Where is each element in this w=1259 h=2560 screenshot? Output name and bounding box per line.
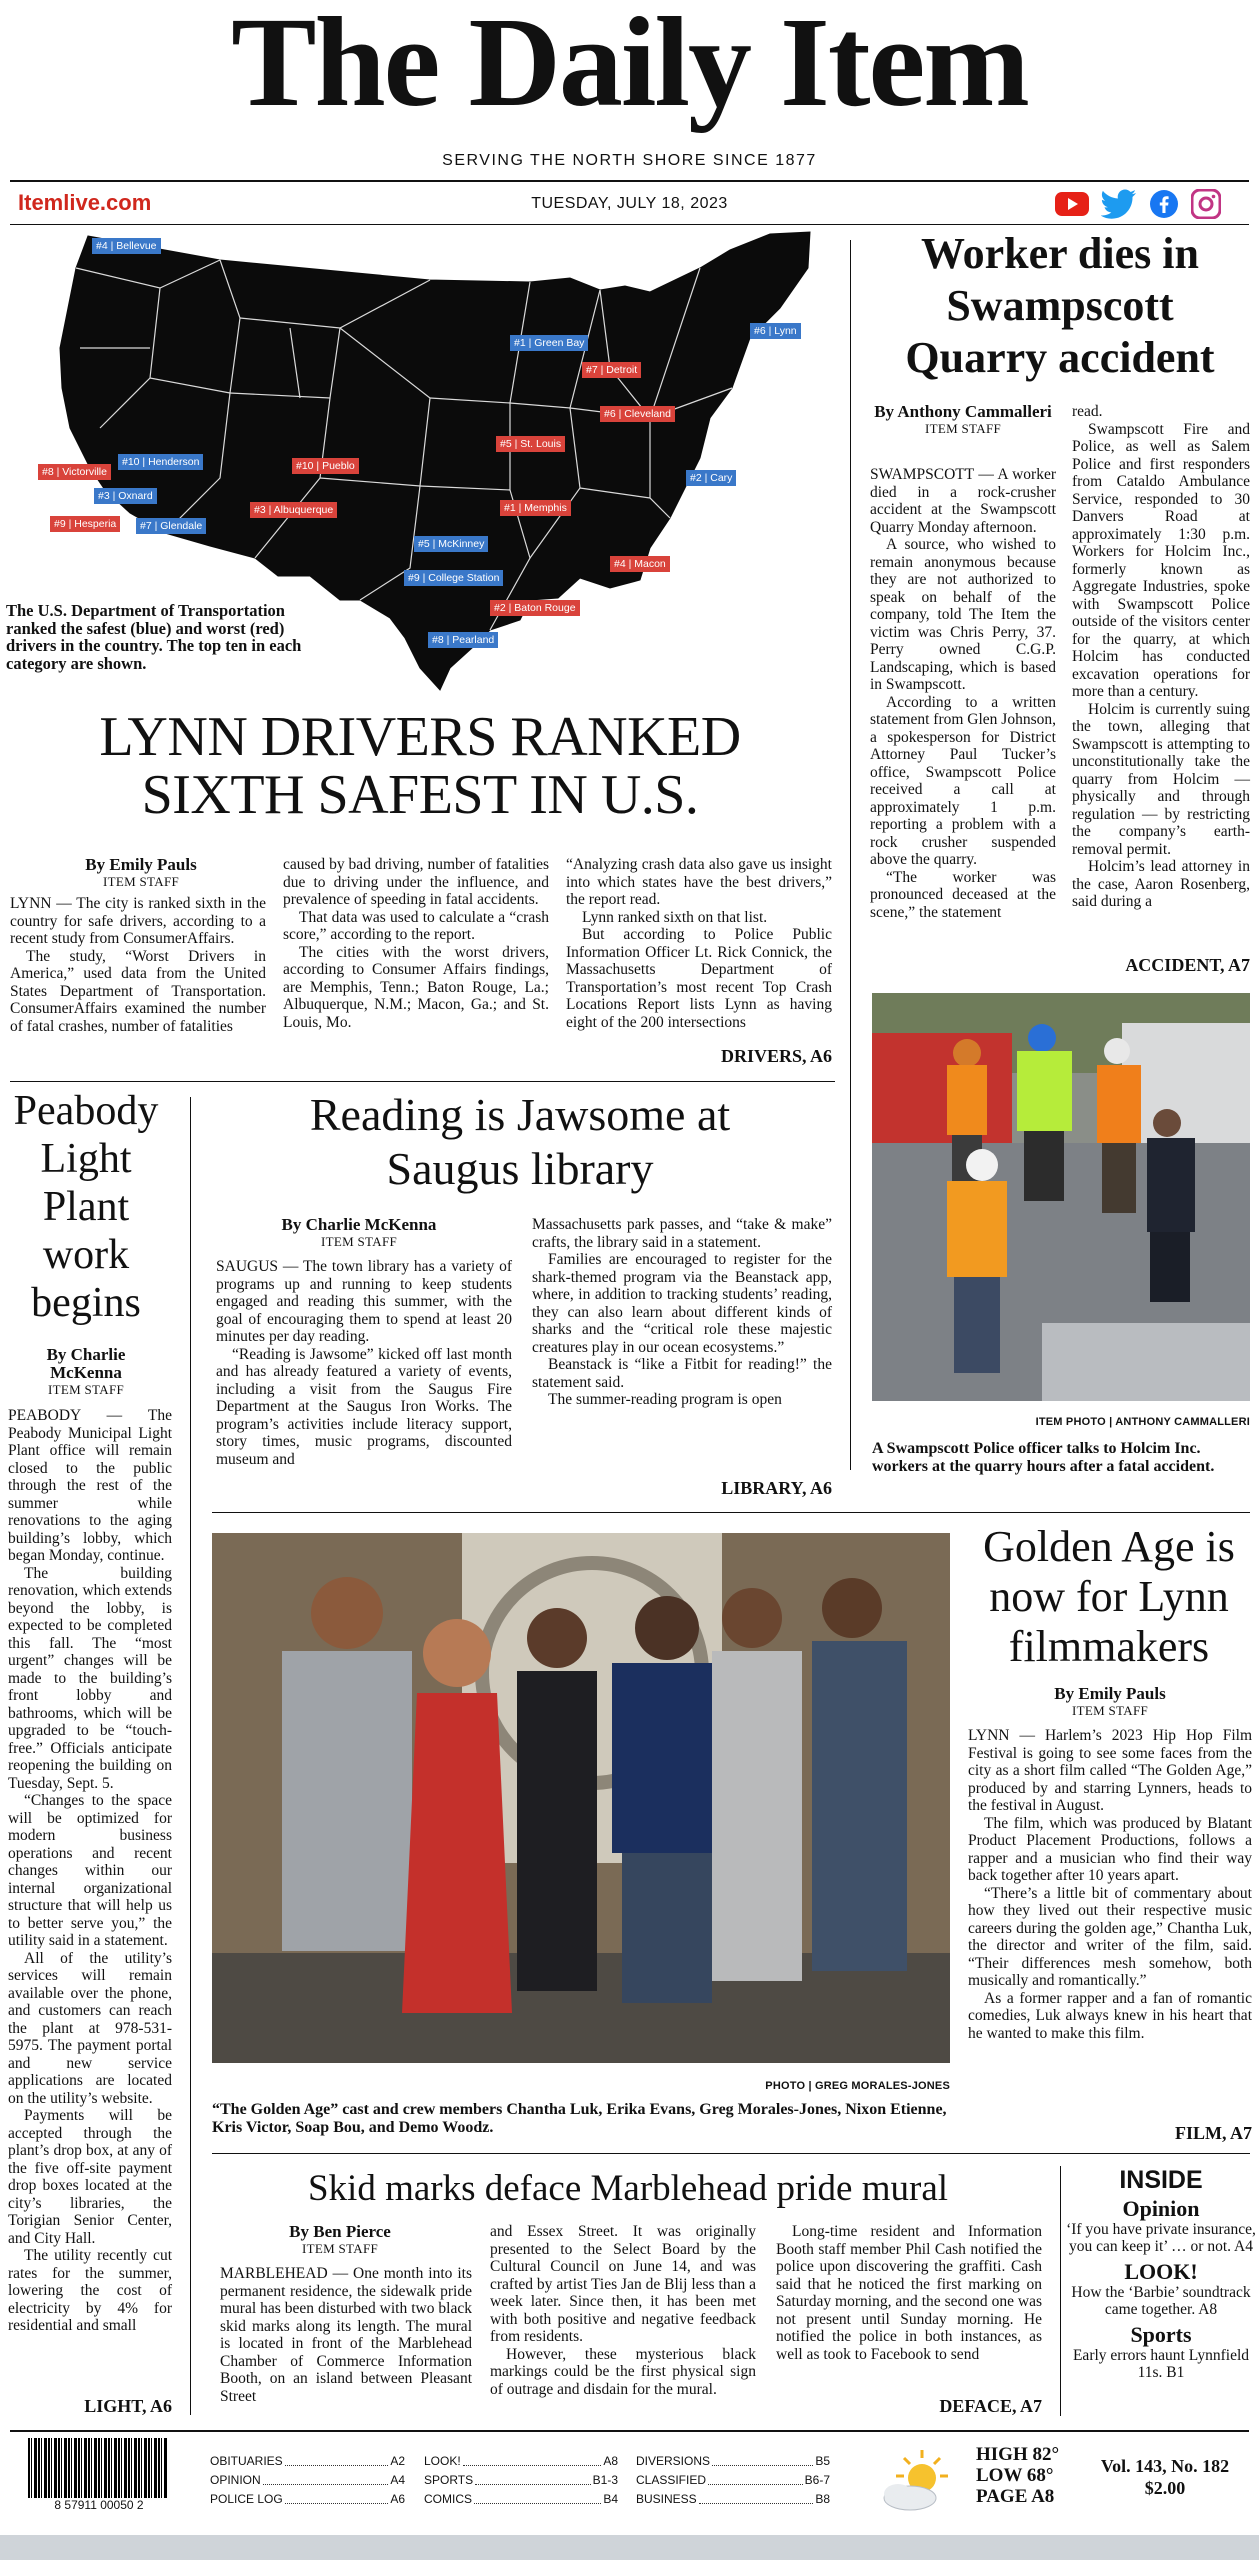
weather-page[interactable]: PAGE A8 — [976, 2486, 1055, 2507]
lynn-col2-p3: The cities with the worst drivers, according to Consumer Affairs findings, are Memphis, Tenn.; Baton Rouge, La.; Albuquerque, N.M.; Macon, Ga.; and St. Louis, Mo. — [283, 943, 549, 1031]
peabody-p6: The utility recently cut rates for the summer, lowering the cost of electricity by 4% for residential and small — [8, 2247, 172, 2334]
map-pin-st-louis: #5 | St. Louis — [496, 436, 565, 452]
index-row[interactable] — [636, 2490, 830, 2509]
golden-jump[interactable]: FILM, A7 — [1174, 2123, 1252, 2143]
bottom-strip — [0, 2535, 1259, 2560]
footer-index-col1 — [210, 2452, 405, 2509]
map-pin-henderson: #10 | Henderson — [118, 454, 203, 470]
marblehead-col3 — [776, 2223, 1042, 2363]
swampscott-col2-p1: read. — [1072, 403, 1103, 420]
map-pin-mckinney: #5 | McKinney — [414, 536, 488, 552]
map-pin-victorville: #8 | Victorville — [38, 464, 111, 480]
peabody-byline-block — [10, 1346, 162, 1397]
sun-cloud-icon — [876, 2448, 956, 2514]
index-row[interactable] — [210, 2490, 405, 2509]
map-pin-cary: #2 | Cary — [686, 470, 736, 486]
index-label: OBITUARIES — [210, 2454, 283, 2468]
peabody-p1: PEABODY — The Peabody Municipal Light Plant office will remain closed to the public through the rest of the summer while renovations to the aging building’s lobby, which began Monday, continue. — [8, 1407, 172, 1564]
masthead-rule — [10, 180, 1249, 182]
reading-col1 — [216, 1258, 512, 1468]
golden-body — [968, 1727, 1252, 2042]
social-icons — [1055, 187, 1245, 221]
swampscott-photo-credit: ITEM PHOTO | ANTHONY CAMMALLERI — [1035, 1416, 1250, 1428]
lynn-col3 — [566, 856, 832, 1031]
lynn-byline-block — [16, 856, 266, 889]
reading-col2-p3: Beanstack is “like a Fitbit for reading!” the statement said. — [532, 1356, 832, 1391]
map-pin-bellevue: #4 | Bellevue — [92, 238, 161, 254]
golden-p1: LYNN — Harlem’s 2023 Hip Hop Film Festival is going to see some faces from the city as a short film called “The Golden Age,” produced by and starring Lynners, heads to the festival in August. — [968, 1727, 1252, 1814]
map-pin-albuquerque: #3 | Albuquerque — [250, 502, 337, 518]
index-label: POLICE LOG — [210, 2492, 283, 2506]
peabody-staff: ITEM STAFF — [48, 1382, 124, 1397]
reading-col1-p2: “Reading is Jawsome” kicked off last month and has already featured a variety of events, including a visit from the Saugus Fire Department at the Saugus Iron Works. The program’s activities include literacy support, story times, music programs, discounted museum and — [216, 1345, 512, 1468]
weather-box — [876, 2444, 1076, 2520]
index-label: COMICS — [424, 2492, 472, 2506]
masthead-tagline: SERVING THE NORTH SHORE SINCE 1877 — [442, 152, 817, 169]
map-pin-green-bay: #1 | Green Bay — [510, 335, 588, 351]
inside-item-sports[interactable] — [1066, 2322, 1256, 2381]
volume-number: Vol. 143, No. 182 — [1100, 2456, 1230, 2476]
golden-byline: By Emily Pauls — [1054, 1684, 1166, 1703]
lynn-col3-p2: Lynn ranked sixth on that list. — [582, 908, 768, 926]
swampscott-col1 — [870, 466, 1056, 921]
swampscott-col2-p3: Holcim is currently suing the town, alleging that Swampscott is attempting to unconstitutionally take the quarry from Holcim — physically and through regulation — by restricting the company’s earth-removal permit. — [1072, 700, 1250, 858]
peabody-body — [8, 1407, 172, 2335]
lynn-staff: ITEM STAFF — [103, 874, 179, 889]
golden-staff: ITEM STAFF — [1072, 1703, 1148, 1718]
peabody-p3: “Changes to the space will be optimized for modern business operations and recent changes within our internal organizational structure that will help us to better serve you,” the utility said in a statement. — [8, 1792, 172, 1949]
footer-index-col2 — [424, 2452, 618, 2509]
reading-col2-p2: Families are encouraged to register for the shark-themed program via the Beanstack app, where, in addition to tracking students’ reading, they can also learn about different kinds of sharks and the “critical role these majestic creatures play in our ocean ecosystems.” — [532, 1251, 832, 1356]
index-label: DIVERSIONS — [636, 2454, 711, 2468]
marblehead-col3-p1: Long-time resident and Information Booth staff member Phil Cash notified the police upon discovering the graffiti. Cash said that he noticed the first marking on Saturday morning, and the second one was not present until Sunday morning. He notified the police in both instances, as well as took to Facebook to send — [776, 2223, 1042, 2363]
inside-title: INSIDE — [1119, 2166, 1203, 2194]
swampscott-col2-p4: Holcim’s lead attorney in the case, Aaron Rosenberg, said during a — [1072, 858, 1250, 910]
reading-jump[interactable]: LIBRARY, A6 — [721, 1478, 832, 1498]
inside-rule — [1060, 2166, 1061, 2416]
reading-headline: Reading is Jawsome at Saugus library — [309, 1089, 731, 1194]
reading-col2-p4: The summer-reading program is open — [548, 1391, 782, 1408]
lynn-byline: By Emily Pauls — [85, 855, 197, 874]
marblehead-col2-p2: However, these mysterious black markings could be the first physical sign of outrage and disdain for the mural. — [490, 2345, 756, 2398]
column-rule-top — [850, 240, 851, 1470]
peabody-jump[interactable]: LIGHT, A6 — [84, 2396, 172, 2416]
inside-sports-text: Early errors haunt Lynnfield 11s. B1 — [1072, 2347, 1250, 2381]
lynn-bottom-rule — [10, 1081, 835, 1082]
index-label: OPINION — [210, 2473, 261, 2487]
index-page: B5 — [815, 2454, 830, 2468]
facebook-icon[interactable] — [1149, 189, 1179, 219]
golden-photo — [212, 1533, 950, 2063]
lynn-col3-p1: “Analyzing crash data also gave us insight into which states have the best drivers,” the report read. — [566, 856, 832, 908]
map-pin-baton-rouge: #2 | Baton Rouge — [490, 600, 580, 616]
weather-low: LOW 68° — [976, 2465, 1054, 2486]
inside-look-head: LOOK! — [1124, 2259, 1198, 2284]
inside-item-opinion[interactable] — [1066, 2196, 1256, 2255]
lynn-headline: LYNN DRIVERS RANKED SIXTH SAFEST IN U.S. — [99, 706, 741, 826]
map-pin-memphis: #1 | Memphis — [500, 500, 571, 516]
lynn-col1-p2: The study, “Worst Drivers in America,” used data from the United States Department of Transportation. ConsumerAffairs examined the number of fatal crashes, number of fatalities — [10, 947, 266, 1035]
index-row[interactable] — [636, 2471, 830, 2490]
golden-photo-caption: “The Golden Age” cast and crew members Chantha Luk, Erika Evans, Greg Morales-Jones, Nixon Etienne, Kris Victor, Soap Bou, and Demo Woodz. — [212, 2101, 947, 2136]
marblehead-jump[interactable]: DEFACE, A7 — [939, 2396, 1042, 2416]
weather-high: HIGH 82° — [976, 2444, 1060, 2465]
peabody-p5: Payments will be accepted through the plant’s drop box, at any of the five off-site payment drop boxes located at the city’s libraries, the Torigian Senior Center, and City Hall. — [8, 2107, 172, 2247]
lynn-col2-p1: caused by bad driving, number of fatalities due to driving under the influence, and prevalence of speeding in fatal accidents. — [283, 856, 549, 908]
golden-p4: As a former rapper and a fan of romantic comedies, Luk always knew in his heart that he wanted to make this film. — [968, 1989, 1252, 2042]
twitter-icon[interactable] — [1101, 189, 1137, 219]
marblehead-staff: ITEM STAFF — [302, 2241, 378, 2256]
index-label: BUSINESS — [636, 2492, 697, 2506]
inside-opinion-head: Opinion — [1122, 2196, 1200, 2221]
marblehead-byline-block — [220, 2223, 460, 2256]
golden-photo-credit: PHOTO | GREG MORALES-JONES — [765, 2080, 950, 2092]
index-row[interactable] — [636, 2452, 830, 2471]
index-page: B1-3 — [592, 2473, 618, 2487]
lynn-col1-p1: LYNN — The city is ranked sixth in the country for safe drivers, according to a recent study from ConsumerAffairs. — [10, 895, 266, 947]
site-link-text[interactable]: Itemlive.com — [18, 190, 152, 215]
golden-p3: “There’s a little bit of commentary about how they lived out their respective music careers during the golden age,” Chantha Luk, the director and writer of the film, said. “Their differences mesh somehow, both musically and romantically.” — [968, 1884, 1252, 1989]
index-label: CLASSIFIED — [636, 2473, 707, 2487]
inside-box — [1066, 2164, 1256, 2381]
issue-info — [1080, 2456, 1250, 2500]
price: $2.00 — [1144, 2478, 1186, 2498]
swampscott-byline: By Anthony Cammalleri — [874, 402, 1052, 421]
barcode-number: 8 57911 00050 2 — [54, 2498, 144, 2512]
marblehead-col2 — [490, 2223, 756, 2398]
youtube-icon[interactable] — [1055, 191, 1089, 217]
us-map — [6, 228, 830, 698]
inside-opinion-text: ‘If you have private insurance, you can keep it’ … or not. A4 — [1066, 2221, 1256, 2255]
swampscott-photo-scene — [872, 993, 1250, 1401]
swampscott-col1-p1: SWAMPSCOTT — A worker died in a rock-crusher accident at the Swampscott Quarry Monday afternoon. — [870, 466, 1056, 536]
swampscott-photo — [872, 993, 1250, 1401]
golden-byline-block — [968, 1685, 1252, 1718]
marblehead-col1-p1: MARBLEHEAD — One month into its permanent residence, the sidewalk pride mural has been disturbed with two black skid marks along its length. The mural is located in front of the Marblehead Chamber of Commerce Information Booth, on an island between Pleasant Street — [220, 2265, 472, 2405]
golden-headline: Golden Age is now for Lynn filmmakers — [983, 1522, 1235, 1671]
inside-look-text: How the ‘Barbie’ soundtrack came together. A8 — [1071, 2284, 1251, 2318]
swampscott-headline: Worker dies in Swampscott Quarry accident — [905, 229, 1215, 382]
barcode-bars — [28, 2438, 168, 2498]
map-pin-lynn: #6 | Lynn — [750, 323, 801, 339]
map-pin-glendale: #7 | Glendale — [136, 518, 206, 534]
swampscott-col2-p2: Swampscott Fire and Police, as well as Salem Police and first responders from Cataldo Ambulance Service, responded to 30 Danvers Road at approximately 1:30 p.m. Workers for Holcim Inc., formerly known as Aggregate Industries, spoke with Swampscott Police outside of the visitors center for the quarry, at which Holcim has conducted excavation operations for more than a century. — [1072, 420, 1250, 700]
index-page: B4 — [603, 2492, 618, 2506]
peabody-p4: All of the utility’s services will remain available over the phone, and customers can reach the plant at 978-531-5975. The payment portal and new service applications are located on the utility’s website. — [8, 1949, 172, 2107]
swampscott-col1-p2: A source, who wished to remain anonymous because they are not authorized to speak on behalf of the company, told The Item the victim was Chris Perry, 37. Perry owned C.G.P. Landscaping, which is based in Swampscott. — [870, 536, 1056, 693]
swampscott-col1-p3: According to a written statement from Glen Johnson, a spokesperson for District Attorney Paul Tucker’s office, Swampscott Police received a call at approximately 1 p.m. reporting a problem with a rock crusher suspended above the quarry. — [870, 693, 1056, 868]
index-page: A4 — [390, 2473, 405, 2487]
swampscott-col1-p4: “The worker was pronounced deceased at the scene,” the statement — [870, 868, 1056, 921]
lynn-col2 — [283, 856, 549, 1031]
swampscott-col2 — [1072, 403, 1250, 911]
footer-rule — [10, 2430, 1249, 2432]
map-pin-pueblo: #10 | Pueblo — [292, 458, 359, 474]
swampscott-staff: ITEM STAFF — [925, 421, 1001, 436]
footer-index-col3 — [636, 2452, 830, 2509]
golden-photo-scene — [212, 1533, 950, 2063]
date-rule — [10, 224, 1249, 225]
index-row[interactable] — [210, 2471, 405, 2490]
reading-staff: ITEM STAFF — [321, 1234, 397, 1249]
index-label: LOOK! — [424, 2454, 461, 2468]
map-pin-college-station: #9 | College Station — [404, 570, 503, 586]
marblehead-col1 — [220, 2265, 472, 2405]
lynn-col1 — [10, 895, 266, 1035]
lynn-jump[interactable]: DRIVERS, A6 — [720, 1046, 832, 1066]
swampscott-jump[interactable]: ACCIDENT, A7 — [1125, 955, 1250, 975]
index-row[interactable] — [424, 2452, 618, 2471]
map-pin-hesperia: #9 | Hesperia — [50, 516, 120, 532]
map-pin-detroit: #7 | Detroit — [582, 362, 641, 378]
map-pin-cleveland: #6 | Cleveland — [600, 406, 675, 422]
swampscott-byline-block — [870, 403, 1056, 436]
masthead — [0, 0, 1259, 185]
index-page: B8 — [815, 2492, 830, 2506]
index-label: SPORTS — [424, 2473, 474, 2487]
masthead-title: The Daily Item — [231, 0, 1028, 133]
index-page: A6 — [390, 2492, 405, 2506]
marblehead-byline: By Ben Pierce — [289, 2222, 391, 2241]
map-pin-macon: #4 | Macon — [610, 556, 670, 572]
reading-byline-block — [216, 1216, 502, 1249]
index-page: A8 — [603, 2454, 618, 2468]
peabody-headline: Peabody Light Plant work begins — [13, 1088, 159, 1326]
index-row[interactable] — [210, 2452, 405, 2471]
peabody-byline: By Charlie McKenna — [46, 1345, 126, 1382]
marblehead-headline: Skid marks deface Marblehead pride mural — [307, 2168, 949, 2209]
index-page: B6-7 — [804, 2473, 830, 2487]
barcode — [14, 2438, 184, 2516]
peabody-rule — [190, 1097, 191, 2415]
golden-bottom-rule — [212, 2153, 1250, 2154]
lynn-col2-p2: That data was used to calculate a “crash score,” according to the report. — [283, 908, 549, 943]
inside-sports-head: Sports — [1130, 2322, 1192, 2347]
swampscott-photo-caption: A Swampscott Police officer talks to Holcim Inc. workers at the quarry hours after a fatal accident. — [872, 1440, 1215, 1475]
issue-date: TUESDAY, JULY 18, 2023 — [531, 195, 728, 212]
instagram-icon[interactable] — [1191, 189, 1221, 219]
map-caption: The U.S. Department of Transportation ranked the safest (blue) and worst (red) drivers in the country. The top ten in each category are shown. — [6, 601, 302, 673]
map-pin-pearland: #8 | Pearland — [428, 632, 498, 648]
reading-bottom-rule — [212, 1512, 1250, 1513]
golden-p2: The film, which was produced by Blatant Product Placement Productions, follows a rapper and a musician who find their way back together after 10 years apart. — [968, 1814, 1252, 1884]
index-row[interactable] — [424, 2471, 618, 2490]
index-page: A2 — [390, 2454, 405, 2468]
lynn-col3-p3: But according to Police Public Information Officer Lt. Rick Connick, the Massachusetts Department of Transportation’s most recent Top Crash Locations Report lists Lynn as having eight of the 200 intersections — [566, 926, 832, 1031]
reading-col1-p1: SAUGUS — The town library has a variety of programs up and running to keep students engaged and reading this summer, with the goal of encouraging them to spend at least 20 minutes per day reading. — [216, 1258, 512, 1345]
map-pin-oxnard: #3 | Oxnard — [94, 488, 157, 504]
reading-byline: By Charlie McKenna — [281, 1215, 437, 1234]
peabody-p2: The building renovation, which extends beyond the lobby, is expected to be completed this fall. The “most urgent” changes will be made to the building’s front lobby and bathrooms, which will be upgraded to be “touch-free.” Officials anticipate reopening the building on Tuesday, Sept. 5. — [8, 1564, 172, 1792]
marblehead-col2-p1: and Essex Street. It was originally presented to the Select Board by the Cultural Council on June 14, and was crafted by artist Ties Jan de Blij less than a week later. Since then, it has been met with both positive and negative feedback from residents. — [490, 2223, 756, 2345]
reading-col2-p1: Massachusetts park passes, and “take & make” crafts, the library said in a statement. — [532, 1216, 832, 1251]
index-row[interactable] — [424, 2490, 618, 2509]
reading-col2 — [532, 1216, 832, 1409]
inside-item-look[interactable] — [1066, 2259, 1256, 2318]
